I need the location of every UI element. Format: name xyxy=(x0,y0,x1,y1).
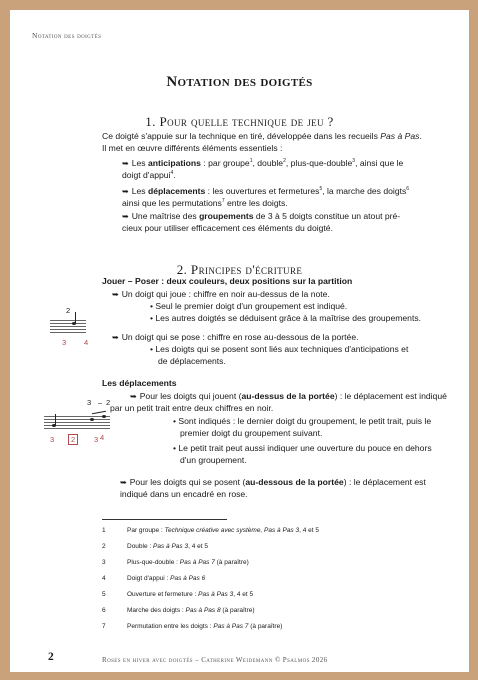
footnote-item xyxy=(102,542,442,558)
b1-f: . xyxy=(173,169,176,180)
footnotes xyxy=(102,526,442,638)
beam xyxy=(92,411,106,414)
jouer-sub-1 xyxy=(150,301,347,313)
footnote-item xyxy=(102,606,442,622)
footnote-number: 6 xyxy=(102,607,106,614)
b1-e: doigt d'appui xyxy=(122,169,171,180)
footnote-item xyxy=(102,558,442,574)
arrow-icon: ➥ xyxy=(122,159,129,168)
bullet-dot: • xyxy=(150,313,156,323)
note-head xyxy=(102,415,106,418)
footnote-text: Permutation entre les doigts : Pas à Pas 7 (à paraître) xyxy=(127,623,283,630)
j2: Un doigt qui se pose : chiffre en rose au-dessous de la portée. xyxy=(121,332,359,342)
arrow-icon: ➥ xyxy=(130,392,137,401)
d2d: indiqué dans un encadré en rose. xyxy=(120,488,248,499)
running-head: Notation des doigtés xyxy=(32,31,102,40)
footnote-number: 3 xyxy=(102,559,106,566)
footnote-text: Ouverture et fermeture : Pas à Pas 3, 4 et 5 xyxy=(127,591,254,598)
d1g: Le petit trait peut aussi indiquer une ouverture du pouce en dehors xyxy=(178,443,432,453)
b1-pre: Les xyxy=(131,158,148,168)
bullet-deplacements xyxy=(122,186,437,209)
poser-line xyxy=(112,332,359,344)
deplacement-poser xyxy=(120,477,440,500)
b1-c: , plus-que-double xyxy=(285,158,353,168)
footnote-number: 7 xyxy=(102,623,106,630)
footnote-number: 1 xyxy=(102,527,106,534)
j1a: Seul le premier doigt d'un groupement est indiqué. xyxy=(155,301,348,311)
d1a: Pour les doigts qui jouent ( xyxy=(139,391,242,401)
footnote-ref-5: 5 xyxy=(319,186,323,193)
finger-number-bottom-3: 3 xyxy=(94,435,99,444)
b2-d: entre les doigts. xyxy=(224,197,288,208)
finger-number-bottom-1: 3 xyxy=(50,435,55,444)
b2-bold: déplacements xyxy=(147,186,206,196)
b2-b: , la marche des doigts xyxy=(322,186,407,196)
subheading-deplacements: Les déplacements xyxy=(102,378,177,388)
footnote-ref-6: 6 xyxy=(406,186,410,193)
d1c: ) : le déplacement est indiqué xyxy=(334,391,447,401)
footnote-ref-7: 7 xyxy=(221,197,225,204)
jouer-sub-2 xyxy=(150,313,421,325)
b2-a: : les ouvertures et fermetures xyxy=(205,186,320,196)
footnote-item xyxy=(102,590,442,606)
b3-a: de 3 à 5 doigts constitue un atout pré- xyxy=(253,211,401,221)
page xyxy=(10,10,469,672)
deplacement-jouer xyxy=(130,391,450,403)
dash-mark: – xyxy=(98,398,103,407)
page-title: Notation des doigtés xyxy=(166,74,313,90)
subheading-jouer-poser: Jouer – Poser : deux couleurs, deux positions sur la partition xyxy=(102,276,353,286)
b2-pre: Les xyxy=(131,186,148,196)
b1-a: : par groupe xyxy=(200,158,250,168)
d1h: d'un groupement. xyxy=(180,454,247,465)
bullet-dot: • xyxy=(150,344,156,354)
finger-number-top: 2 xyxy=(66,306,71,315)
footnote-text: Par groupe : Technique créative avec système, Pas à Pas 3, 4 et 5 xyxy=(127,527,319,534)
arrow-icon: ➥ xyxy=(122,187,129,196)
intro-end: . xyxy=(419,131,422,141)
intro-emphasis: Pas à Pas xyxy=(380,131,420,141)
footnote-ref-3: 3 xyxy=(352,158,356,165)
footnote-text: Doigt d'appui : Pas à Pas 6 xyxy=(127,575,206,582)
note-stem xyxy=(75,312,76,324)
bullet-anticipations xyxy=(122,158,437,181)
footnote-item xyxy=(102,622,442,638)
footnote-text: Marche des doigts : Pas à Pas 8 (à paraître) xyxy=(127,607,255,614)
d1f: premier doigt du groupement suivant. xyxy=(180,427,323,438)
section-2-heading: 2. Principes d'écriture xyxy=(176,262,303,277)
footnote-ref-2: 2 xyxy=(283,158,286,165)
footnote-number: 2 xyxy=(102,543,106,550)
d2a: Pour les doigts qui se posent ( xyxy=(129,477,246,487)
intro-text: Ce doigté s'appuie sur la technique en tiré, développée dans les recueils xyxy=(102,131,381,141)
intro-line-2: Il met en œuvre différents éléments essentiels : xyxy=(102,142,283,153)
arrow-icon: ➥ xyxy=(120,478,127,487)
bullet-groupements xyxy=(122,211,442,234)
finger-number-bottom-1: 3 xyxy=(62,338,67,347)
jouer-line xyxy=(112,289,330,301)
note-head xyxy=(90,418,94,421)
finger-number-bottom-4: 4 xyxy=(100,433,105,442)
arrow-icon: ➥ xyxy=(122,212,129,221)
footnote-number: 5 xyxy=(102,591,106,598)
deplacement-sub-2 xyxy=(173,443,448,466)
b3-bold: groupements xyxy=(199,211,254,221)
footnote-item xyxy=(102,526,442,542)
d2b: au-dessous de la portée xyxy=(245,477,344,487)
section-1-heading: 1. Pour quelle technique de jeu ? xyxy=(145,114,334,129)
page-number: 2 xyxy=(48,651,54,663)
footnote-rule xyxy=(102,519,227,520)
footnote-text: Plus-que-double : Pas à Pas 7 (à paraître) xyxy=(127,559,249,566)
arrow-icon: ➥ xyxy=(112,290,119,299)
staff-example-2 xyxy=(44,398,114,448)
bullet-dot: • xyxy=(173,443,179,453)
j1: Un doigt qui joue : chiffre en noir au-dessus de la note. xyxy=(121,289,330,299)
section-1-intro xyxy=(102,131,432,154)
footnote-number: 4 xyxy=(102,575,106,582)
d1b: au-dessus de la portée xyxy=(241,391,335,401)
d1e: Sont indiqués : le dernier doigt du groupement, le petit trait, puis le xyxy=(178,416,432,426)
poser-sub-1-cont: de déplacements. xyxy=(158,356,226,366)
boxed-finger-number: 2 xyxy=(68,434,78,445)
poser-sub-1 xyxy=(150,344,408,356)
j2a: Les doigts qui se posent sont liés aux techniques d'anticipations et xyxy=(155,344,409,354)
bullet-dot: • xyxy=(173,416,179,426)
staff-example-1 xyxy=(48,306,98,352)
deplacement-sub-1 xyxy=(173,416,443,439)
footnote-item xyxy=(102,574,442,590)
note-stem xyxy=(55,414,56,426)
b2-c: ainsi que les permutations xyxy=(122,197,222,208)
finger-number-top-1: 3 xyxy=(87,398,92,407)
bullet-dot: • xyxy=(150,301,156,311)
footer-text: Roses en hiver avec doigtés – Catherine Weidemann © Psalmos 2026 xyxy=(102,656,328,664)
finger-number-bottom-2: 4 xyxy=(84,338,89,347)
footnote-ref-4: 4 xyxy=(170,169,174,176)
b3-pre: Une maîtrise des xyxy=(131,211,200,221)
footnote-ref-1: 1 xyxy=(249,158,253,165)
b1-d: , ainsi que le xyxy=(355,158,404,168)
b1-b: , double xyxy=(252,158,284,168)
d2c: ) : le déplacement est xyxy=(343,477,426,487)
b3-b: cieux pour utiliser efficacement ces éléments du doigté. xyxy=(122,222,333,233)
b1-bold: anticipations xyxy=(147,158,201,168)
finger-number-top-2: 2 xyxy=(106,398,111,407)
deplacement-jouer-cont: par un petit trait entre deux chiffres en noir. xyxy=(110,403,274,413)
footnote-text: Double : Pas à Pas 3, 4 et 5 xyxy=(127,543,208,550)
arrow-icon: ➥ xyxy=(112,333,119,342)
j1b: Les autres doigtés se déduisent grâce à la maîtrise des groupements. xyxy=(155,313,422,323)
